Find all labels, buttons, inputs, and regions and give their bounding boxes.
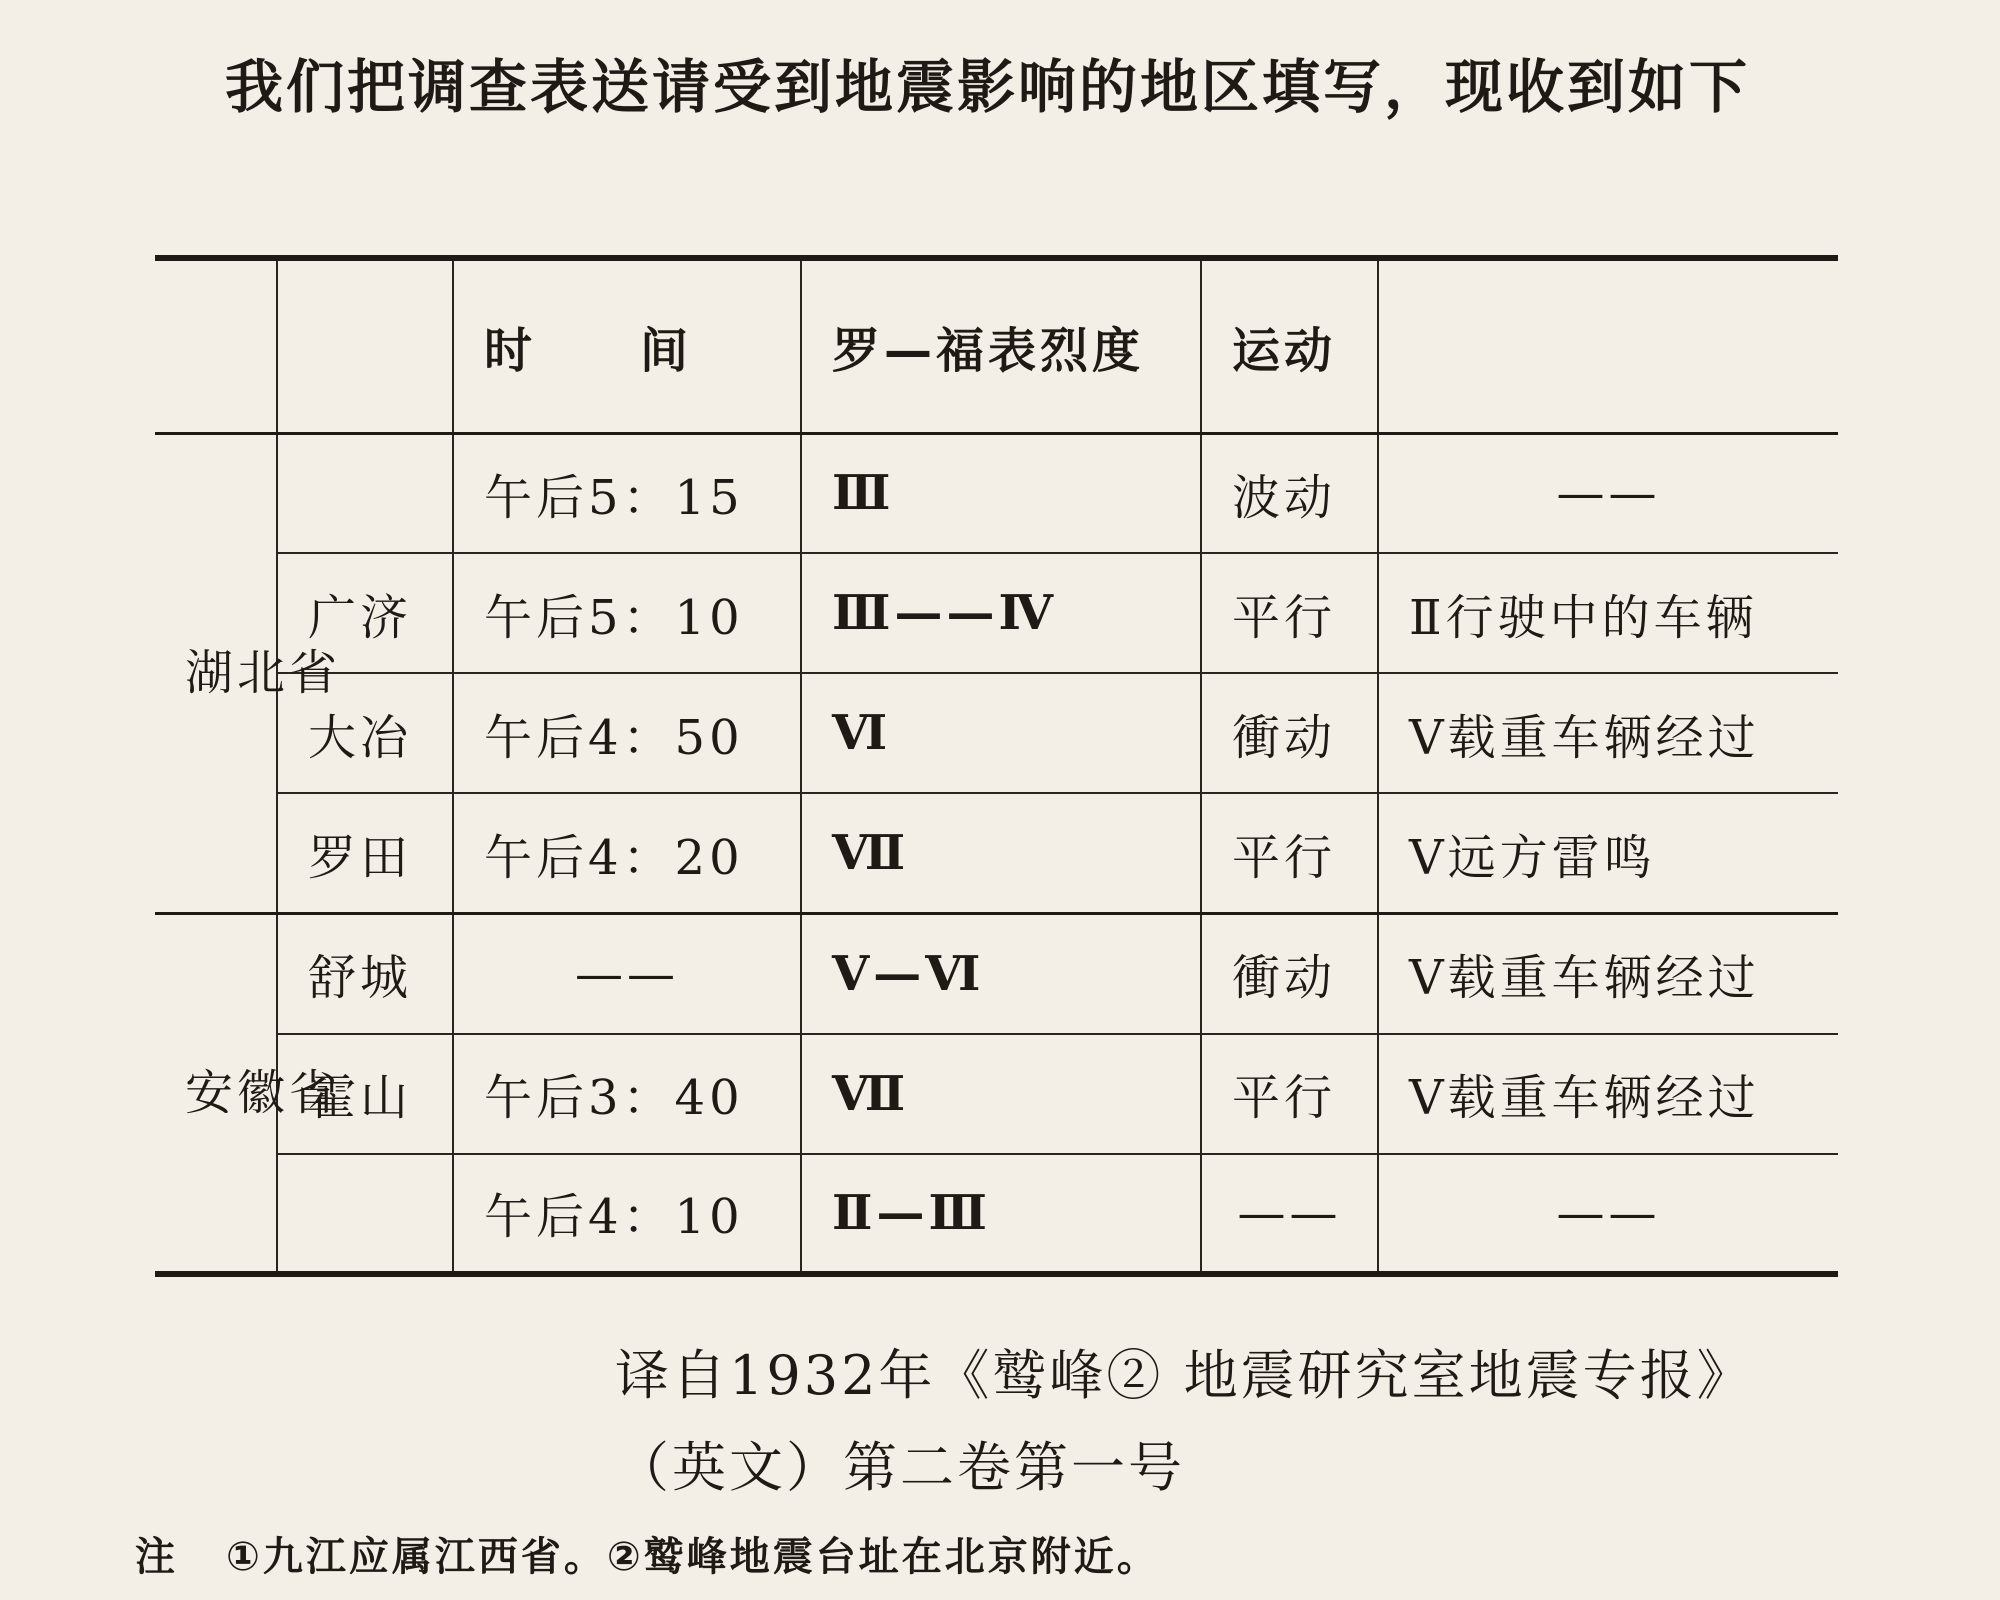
table-row bbox=[155, 1034, 1838, 1154]
location-cell: 舒城 bbox=[277, 914, 453, 1034]
location-cell: 大冶 bbox=[277, 673, 453, 793]
time-cell: 午后3：40 bbox=[453, 1034, 801, 1154]
source-line-1: 译自1932年《鹫峰② 地震研究室地震专报》 bbox=[615, 1344, 1754, 1407]
remark-cell: Ⅴ载重车辆经过 bbox=[1378, 1034, 1838, 1154]
source-citation bbox=[615, 1330, 1754, 1514]
location-cell bbox=[277, 1154, 453, 1274]
footnote-label: 注 bbox=[135, 1534, 178, 1580]
time-cell: 午后4：20 bbox=[453, 793, 801, 913]
intensity-cell: Ⅲ——Ⅳ bbox=[801, 553, 1201, 673]
source-line-2: （英文）第二卷第一号 bbox=[615, 1436, 1185, 1499]
footnote-text: ①九江应属江西省。②鹫峰地震台址在北京附近。 bbox=[226, 1534, 1160, 1580]
intensity-cell: Ⅴ—Ⅵ bbox=[801, 914, 1201, 1034]
motion-cell: 平行 bbox=[1201, 553, 1378, 673]
intro-text: 我们把调查表送请受到地震影响的地区填写，现收到如下 bbox=[225, 53, 1751, 121]
table-header-row bbox=[155, 258, 1838, 433]
intensity-cell: Ⅲ bbox=[801, 433, 1201, 553]
intensity-cell: Ⅶ bbox=[801, 1034, 1201, 1154]
motion-cell: —— bbox=[1201, 1154, 1378, 1274]
table-row bbox=[155, 793, 1838, 913]
intensity-cell: Ⅱ—Ⅲ bbox=[801, 1154, 1201, 1274]
intensity-cell: Ⅵ bbox=[801, 673, 1201, 793]
motion-cell: 衝动 bbox=[1201, 914, 1378, 1034]
motion-cell: 平行 bbox=[1201, 793, 1378, 913]
motion-cell: 平行 bbox=[1201, 1034, 1378, 1154]
remark-cell: —— bbox=[1378, 433, 1838, 553]
remark-cell: Ⅴ载重车辆经过 bbox=[1378, 673, 1838, 793]
province-cell-anhui: 安徽省 bbox=[155, 914, 277, 1274]
location-cell: 广济 bbox=[277, 553, 453, 673]
header-intensity: 罗—福表烈度 bbox=[801, 258, 1201, 433]
time-cell: 午后5：10 bbox=[453, 553, 801, 673]
time-cell: —— bbox=[453, 914, 801, 1034]
header-time: 时 间 bbox=[453, 258, 801, 433]
time-cell: 午后4：50 bbox=[453, 673, 801, 793]
table-row bbox=[155, 433, 1838, 553]
footnote bbox=[135, 1525, 1160, 1582]
header-location bbox=[277, 258, 453, 433]
header-motion: 运动 bbox=[1201, 258, 1378, 433]
time-cell: 午后5：15 bbox=[453, 433, 801, 553]
location-cell: 罗田 bbox=[277, 793, 453, 913]
remark-cell: Ⅱ行驶中的车辆 bbox=[1378, 553, 1838, 673]
header-province bbox=[155, 258, 277, 433]
earthquake-report-table bbox=[155, 255, 1838, 1277]
remark-cell: —— bbox=[1378, 1154, 1838, 1274]
table-row bbox=[155, 914, 1838, 1034]
remark-cell: Ⅴ载重车辆经过 bbox=[1378, 914, 1838, 1034]
report-table bbox=[155, 255, 1838, 1277]
location-cell bbox=[277, 433, 453, 553]
intensity-cell: Ⅶ bbox=[801, 793, 1201, 913]
location-cell: 霍山 bbox=[277, 1034, 453, 1154]
table-row bbox=[155, 1154, 1838, 1274]
remark-cell: Ⅴ远方雷鸣 bbox=[1378, 793, 1838, 913]
table-row bbox=[155, 673, 1838, 793]
province-cell-hubei: 湖北省 bbox=[155, 433, 277, 914]
header-remark bbox=[1378, 258, 1838, 433]
table-row bbox=[155, 553, 1838, 673]
time-cell: 午后4：10 bbox=[453, 1154, 801, 1274]
motion-cell: 波动 bbox=[1201, 433, 1378, 553]
motion-cell: 衝动 bbox=[1201, 673, 1378, 793]
